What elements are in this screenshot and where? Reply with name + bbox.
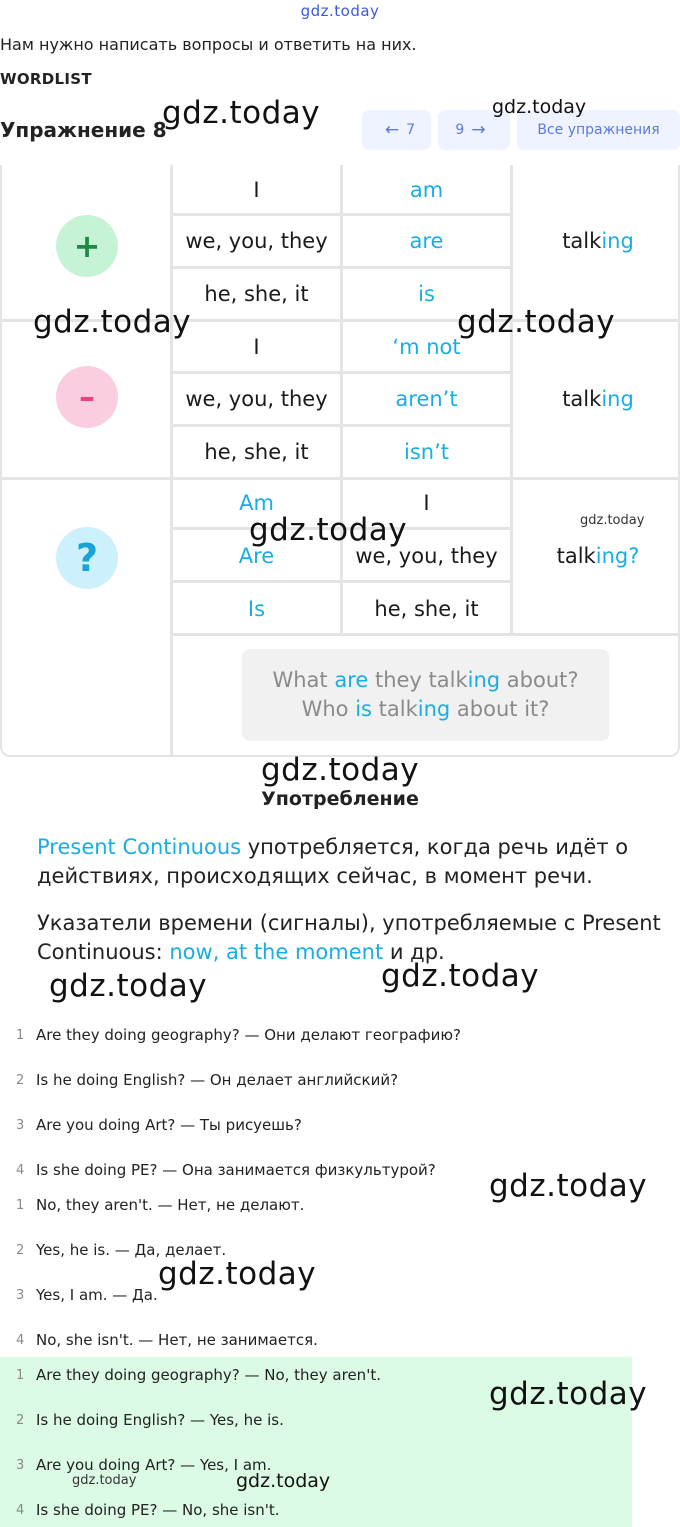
usage-paragraph — [37, 909, 667, 967]
time-markers: now, at the moment — [169, 940, 384, 964]
watermark: gdz.today — [489, 1376, 648, 1412]
item-text: Yes, he is. — Да, делает. — [36, 1241, 227, 1259]
item-number: 1 — [16, 1197, 25, 1213]
arrow-right-icon: → — [471, 120, 486, 140]
verb-stem: talk — [556, 544, 596, 568]
usage-title: Употребление — [261, 788, 419, 810]
watermark: gdz.today — [72, 1473, 137, 1488]
subject-cell: he, she, it — [204, 440, 309, 464]
exercise-title: Упражнение 8 — [0, 118, 167, 142]
list-item — [0, 1020, 640, 1050]
subject-cell: we, you, they — [185, 387, 328, 411]
watermark: gdz.today — [249, 512, 408, 548]
verb-ending: ing — [601, 229, 634, 253]
example-text: talk — [371, 697, 418, 721]
main-verb-cell — [514, 216, 680, 266]
example-highlight: is — [355, 697, 372, 721]
example-text: What — [272, 668, 335, 692]
item-number: 1 — [16, 1367, 25, 1383]
watermark: gdz.today — [162, 95, 321, 131]
item-text: Are you doing Art? — Ты рисуешь? — [36, 1116, 302, 1134]
watermark: gdz.today — [33, 304, 192, 340]
watermark: gdz.today — [457, 304, 616, 340]
main-verb-cell — [514, 374, 680, 424]
subject-cell: he, she, it — [204, 282, 309, 306]
aux-verb-cell: Is — [247, 597, 266, 621]
list-item — [0, 1235, 640, 1265]
plus-icon: + — [56, 215, 118, 277]
aux-verb-cell: Am — [239, 491, 274, 515]
aux-verb-cell: Are — [238, 544, 275, 568]
intro-text: Нам нужно написать вопросы и ответить на них. — [0, 35, 417, 54]
item-number: 2 — [16, 1072, 25, 1088]
wordlist-label[interactable]: WORDLIST — [0, 70, 92, 88]
item-text: Yes, I am. — Да. — [36, 1286, 158, 1304]
tense-term: Present Continuous — [37, 835, 242, 859]
watermark: gdz.today — [49, 968, 208, 1004]
watermark: gdz.today — [492, 96, 587, 118]
item-text: Is he doing English? — Он делает английский? — [36, 1071, 399, 1089]
aux-verb-cell: aren’t — [395, 387, 458, 411]
list-item — [0, 1325, 640, 1355]
usage-text: Указатели времени (сигналы), употребляемые с Present Continuous: — [37, 911, 661, 964]
aux-verb-cell: ‘m not — [392, 335, 461, 359]
table-divider — [2, 477, 680, 480]
item-text: No, she isn't. — Нет, не занимается. — [36, 1331, 318, 1349]
watermark: gdz.today — [489, 1168, 648, 1204]
list-item — [0, 1065, 640, 1095]
item-text: Is he doing English? — Yes, he is. — [36, 1411, 284, 1429]
aux-verb-cell: are — [409, 229, 444, 253]
example-text: about? — [500, 668, 579, 692]
watermark: gdz.today — [580, 513, 645, 528]
subject-cell: I — [423, 491, 430, 515]
usage-text: и др. — [383, 940, 445, 964]
list-item — [0, 1110, 640, 1140]
watermark: gdz.today — [236, 1470, 331, 1492]
item-number: 4 — [16, 1162, 25, 1178]
aux-verb-cell: is — [418, 282, 435, 306]
example-text: Who — [301, 697, 356, 721]
example-highlight: ing — [467, 668, 501, 692]
usage-paragraph — [37, 833, 667, 891]
minus-icon: – — [56, 366, 118, 428]
item-text: No, they aren't. — Нет, не делают. — [36, 1196, 305, 1214]
site-watermark-top: gdz.today — [300, 2, 380, 20]
item-number: 1 — [16, 1027, 25, 1043]
item-number: 4 — [16, 1502, 25, 1518]
arrow-left-icon: ← — [384, 120, 400, 140]
example-text: about it? — [450, 697, 550, 721]
subject-cell: he, she, it — [374, 597, 479, 621]
subject-cell: we, you, they — [355, 544, 498, 568]
verb-ending: ing — [601, 387, 634, 411]
example-highlight: ing — [417, 697, 451, 721]
prev-exercise-button[interactable] — [362, 110, 431, 150]
item-text: Is she doing PE? — Она занимается физкультурой? — [36, 1161, 436, 1179]
subject-cell: I — [253, 178, 260, 202]
item-number: 3 — [16, 1287, 25, 1303]
verb-stem: talk — [562, 387, 602, 411]
example-highlight: are — [334, 668, 369, 692]
item-number: 3 — [16, 1457, 25, 1473]
item-text: Are you doing Art? — Yes, I am. — [36, 1456, 272, 1474]
item-number: 3 — [16, 1117, 25, 1133]
example-text: they talk — [368, 668, 468, 692]
list-item — [0, 1280, 640, 1310]
prev-exercise-number: 7 — [406, 122, 416, 138]
item-text: Are they doing geography? — No, they aren't. — [36, 1366, 381, 1384]
verb-stem: talk — [562, 229, 602, 253]
example-line — [242, 666, 609, 695]
item-text: Is she doing PE? — No, she isn't. — [36, 1501, 280, 1519]
question-mark-icon: ? — [56, 527, 118, 589]
usage-text: употребляется, когда речь идёт о действиях, происходящих сейчас, в момент речи. — [37, 835, 629, 888]
watermark: gdz.today — [158, 1256, 317, 1292]
aux-verb-cell: isn’t — [404, 440, 449, 464]
main-verb-cell — [514, 531, 680, 581]
item-number: 4 — [16, 1332, 25, 1348]
watermark: gdz.today — [381, 958, 540, 994]
subject-cell: I — [253, 335, 260, 359]
verb-ending: ing? — [595, 544, 640, 568]
watermark: gdz.today — [261, 752, 420, 788]
aux-verb-cell: am — [409, 178, 444, 202]
subject-cell: we, you, they — [185, 229, 328, 253]
table-divider — [510, 165, 513, 635]
example-box — [242, 649, 609, 741]
list-item — [0, 1495, 640, 1525]
item-number: 2 — [16, 1412, 25, 1428]
example-line — [242, 695, 609, 724]
grammar-table — [0, 165, 680, 757]
item-number: 2 — [16, 1242, 25, 1258]
next-exercise-number: 9 — [455, 122, 465, 138]
all-exercises-button[interactable]: Все упражнения — [517, 110, 680, 150]
item-text: Are they doing geography? — Они делают географию? — [36, 1026, 461, 1044]
